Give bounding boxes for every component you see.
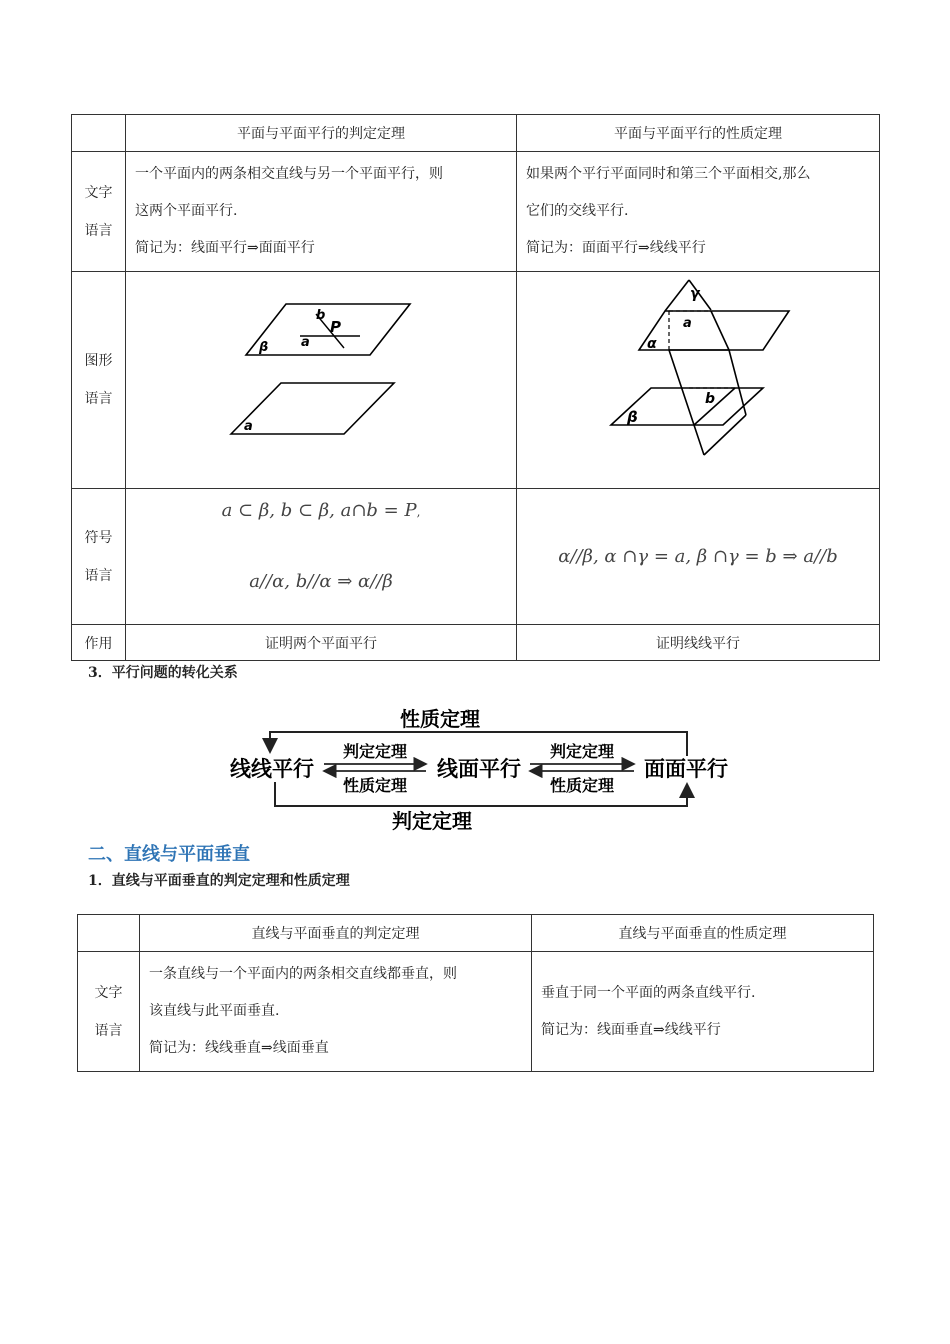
gamma-edge [665,280,689,311]
bottom-bracket-label: 判定定理 [392,809,472,833]
row-text-language [78,952,874,1072]
col-header-property: 直线与平面垂直的性质定理 [532,915,874,952]
node-line-line: 线线平行 [230,757,314,781]
node-line-plane: 线面平行 [437,757,521,781]
use-cell-determination: 证明两个平面平行 [126,625,517,661]
three-planes-figure [517,272,880,484]
corner-cell [72,115,126,152]
row-label-line: 语言 [84,222,113,239]
row-label [72,272,126,489]
symbol-cell-determination [126,489,517,625]
label-b: b [705,391,716,407]
formula-line: a//α, b//α ⇒ α//β [249,570,393,592]
col-header-determination: 直线与平面垂直的判定定理 [140,915,532,952]
label-alpha: α [647,336,657,352]
gamma-edge [729,350,746,415]
text-line: 如果两个平行平面同时和第三个平面相交,那么 [526,166,811,182]
symbol-cell-property: α//β, α ∩γ = a, β ∩γ = b ⇒ a//b [517,489,880,625]
row-label-line: 文字 [84,184,113,201]
row-label-line: 符号 [84,529,113,546]
text-line: 简记为：线面平行⇒面面平行 [135,240,315,256]
text-cell-determination [140,952,532,1072]
arrow2-top-label: 判定定理 [549,742,615,761]
row-label-line: 文字 [94,984,123,1001]
top-bracket-label: 性质定理 [400,707,480,731]
text-line: 简记为：面面平行⇒线线平行 [526,240,706,256]
label-beta: β [627,408,638,426]
label-alpha: a [244,419,253,434]
gamma-edge [711,311,729,350]
text-line: 垂直于同一个平面的两条直线平行. [541,984,756,1001]
parallel-planes-table [71,114,880,661]
text-line: 一个平面内的两条相交直线与另一个平面平行，则 [135,166,443,182]
text-cell-property [517,152,880,272]
corner-cell [78,915,140,952]
arrow1-top-label: 判定定理 [342,742,408,761]
formula-comma: , [416,504,421,519]
figure-cell-determination [126,272,517,489]
label-a: a [683,316,692,331]
figure-cell-property [517,272,880,489]
formula-line [126,500,516,521]
row-label-line: 图形 [84,353,113,369]
row-symbol-language [72,489,880,625]
text-line: 简记为：线面垂直⇒线线平行 [541,1021,721,1038]
plane-alpha [231,383,394,434]
col-header-determination: 平面与平面平行的判定定理 [126,115,517,152]
row-label [72,152,126,272]
text-line: 简记为：线线垂直⇒线面垂直 [149,1040,329,1056]
text-line: 一条直线与一个平面内的两条相交直线都垂直，则 [149,966,457,982]
row-label: 作用 [72,625,126,661]
subsection-heading: 1．直线与平面垂直的判定定理和性质定理 [88,873,350,889]
section-heading: 二、直线与平面垂直 [88,844,250,865]
row-usage [72,625,880,661]
gamma-edge [704,415,746,455]
row-label [78,952,140,1072]
label-beta: β [259,340,269,355]
perpendicular-table [77,914,874,1072]
formula-text: a ⊂ β, b ⊂ β, a∩b = P [221,499,417,521]
label-a: a [301,335,310,350]
row-label [72,489,126,625]
section-3-title: 3．平行问题的转化关系 [88,665,238,681]
two-parallel-planes-figure [126,272,517,484]
use-cell-property: 证明线线平行 [517,625,880,661]
text-cell-property [532,952,874,1072]
row-figure-language [72,272,880,489]
row-label-line: 语言 [84,391,113,407]
gamma-edge [669,350,704,455]
row-label-line: 语言 [84,567,113,584]
col-header-property: 平面与平面平行的性质定理 [517,115,880,152]
text-cell-determination [126,152,517,272]
bottom-bracket-arrow [275,782,687,806]
parallel-conversion-diagram [220,700,740,835]
node-plane-plane: 面面平行 [644,757,728,781]
arrow2-bottom-label: 性质定理 [549,776,615,795]
row-label-line: 语言 [94,1022,123,1039]
top-bracket-arrow [270,732,687,756]
text-line: 它们的交线平行. [526,203,629,219]
table-header-row [72,115,880,152]
text-line: 该直线与此平面垂直. [149,1003,280,1019]
arrow1-bottom-label: 性质定理 [342,776,408,795]
label-b: b [316,308,326,323]
table-header-row [78,915,874,952]
text-line: 这两个平面平行. [135,203,238,219]
label-P: P [330,318,341,336]
label-gamma: γ [690,286,700,302]
row-text-language [72,152,880,272]
